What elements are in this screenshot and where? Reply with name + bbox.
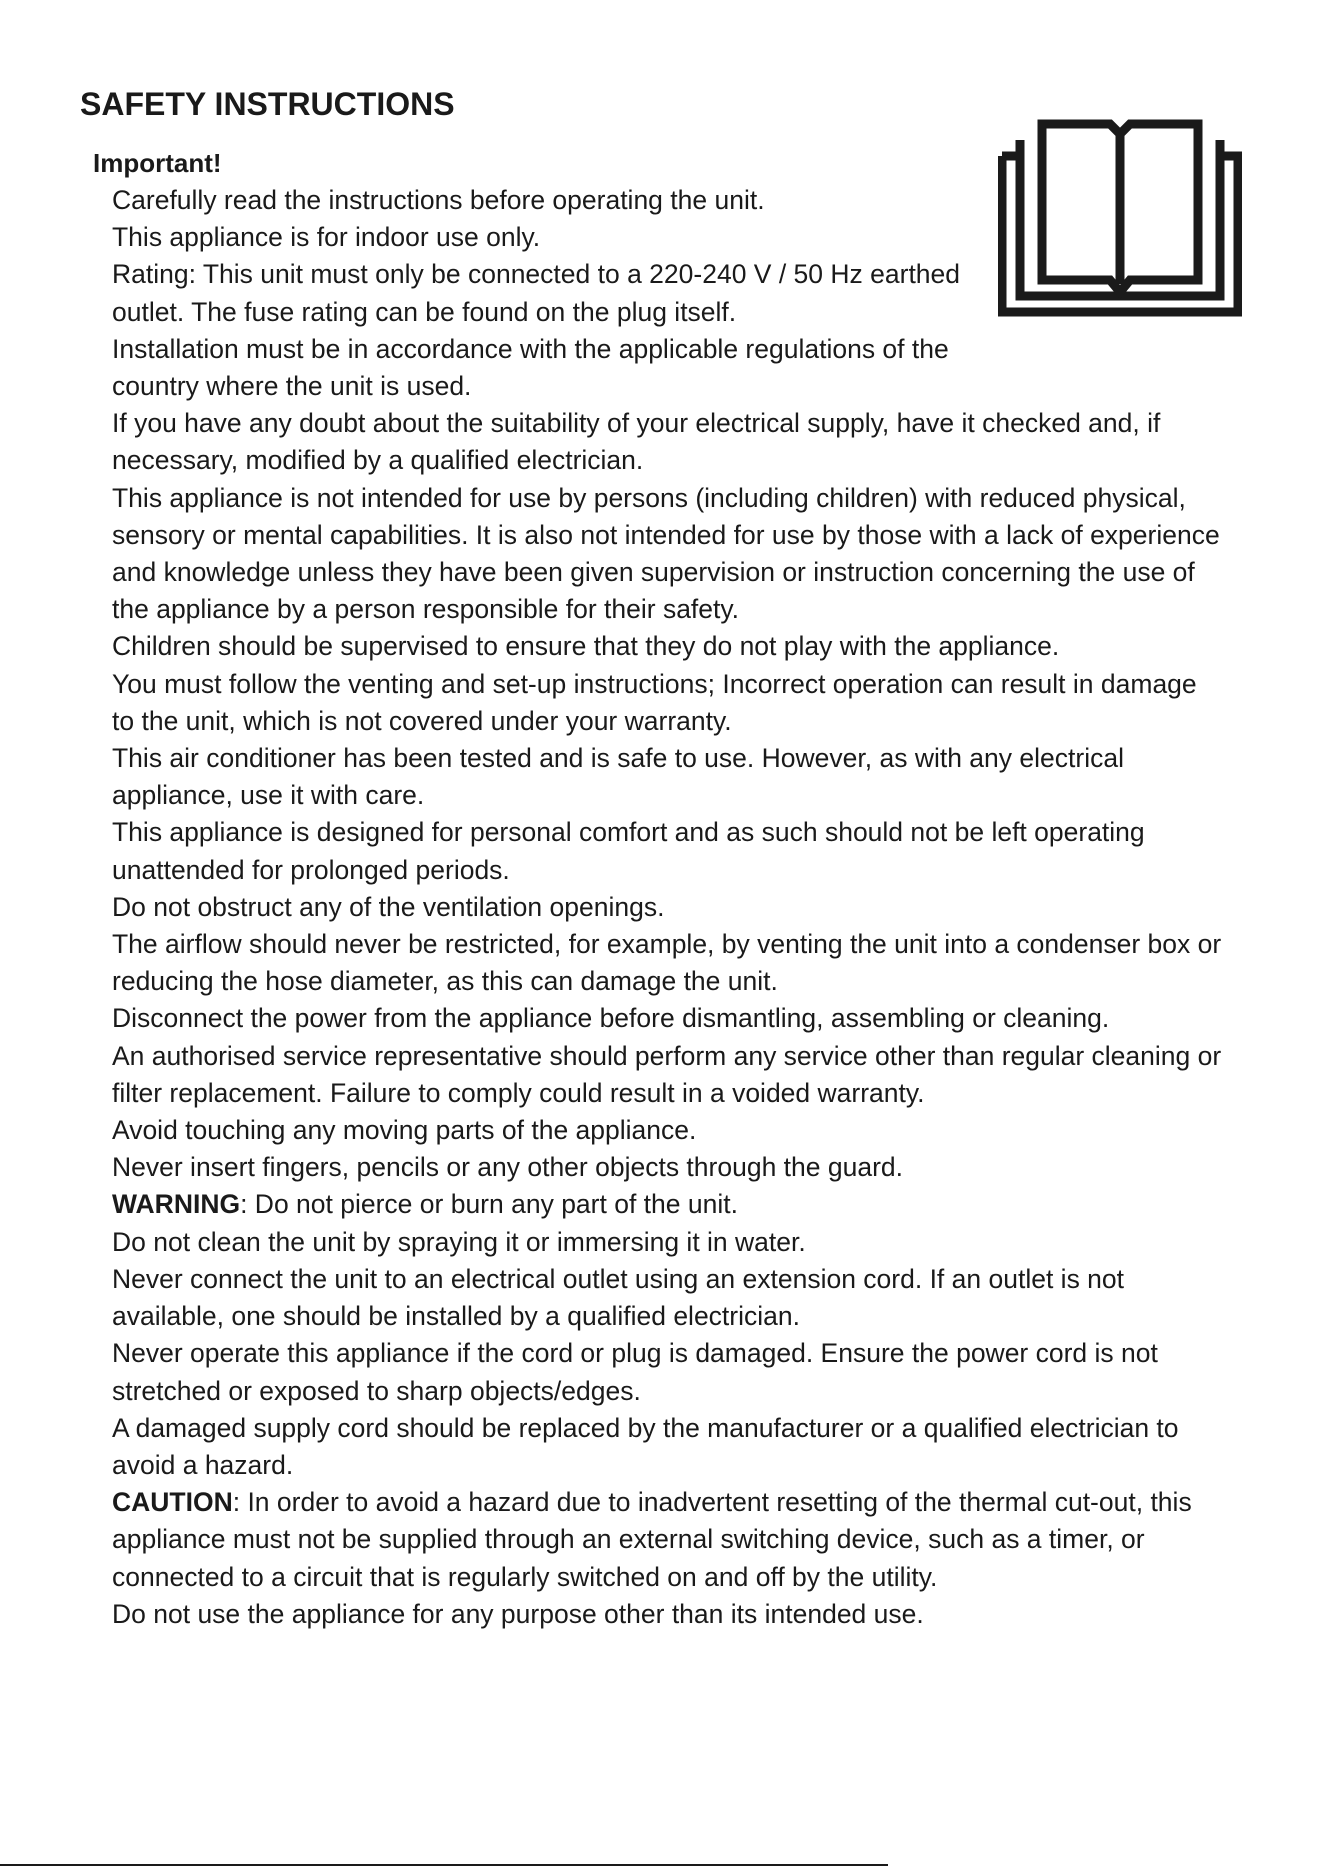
list-item: This appliance is not intended for use by persons (including children) with reduced physical, sensory or mental capabilities. It is also not intended for use by those with a lack of experience and knowledge unless they have been given supervision or instruction concerning the use of the appliance by a person responsible for their safety. [112, 482, 1220, 625]
list-item: This air conditioner has been tested and is safe to use. However, as with any electrical appliance, use it with care. [112, 743, 1124, 811]
list-item: Never insert fingers, pencils or any other objects through the guard. [112, 1152, 904, 1183]
list-item: If you have any doubt about the suitability of your electrical supply, have it checked and, if necessary, modified by a qualified electrician. [112, 408, 1161, 476]
list-item: Never operate this appliance if the cord or plug is damaged. Ensure the power cord is not stretched or exposed to sharp objects/edges. [112, 1338, 1158, 1406]
list-item: This appliance is designed for personal comfort and as such should not be left operating unattended for prolonged periods. [112, 817, 1145, 885]
list-item: Never connect the unit to an electrical outlet using an extension cord. If an outlet is not available, one should be installed by a qualified electrician. [112, 1263, 1125, 1332]
page-title: SAFETY INSTRUCTIONS [80, 86, 455, 122]
list-item: Avoid touching any moving parts of the appliance. [112, 1115, 697, 1146]
caution-label: CAUTION [112, 1487, 233, 1518]
list-item: An authorised service representative should perform any service other than regular cleaning or filter replacement. Failure to comply could result in a voided warranty. [112, 1040, 1222, 1108]
list-item: Do not clean the unit by spraying it or immersing it in water. [112, 1226, 806, 1257]
list-item: Rating: This unit must only be connected to a 220-240 V / 50 Hz earthed outlet. The fuse rating can be found on the plug itself. [112, 259, 961, 327]
list-item: You must follow the venting and set-up instructions; Incorrect operation can result in damage to the unit, which is not covered under your warranty. [112, 668, 1197, 736]
warning-item [112, 1186, 1222, 1223]
list-item: A damaged supply cord should be replaced by the manufacturer or a qualified electrician to avoid a hazard. [112, 1412, 1179, 1480]
list-item: The airflow should never be restricted, for example, by venting the unit into a condenser box or reducing the hose diameter, as this can damage the unit. [112, 929, 1222, 997]
list-item: Do not use the appliance for any purpose other than its intended use. [112, 1598, 924, 1629]
warning-text: : Do not pierce or burn any part of the unit. [240, 1189, 738, 1220]
safety-instruction-list [112, 182, 1222, 1633]
list-item: Installation must be in accordance with the applicable regulations of the country where the unit is used. [112, 333, 949, 402]
caution-text: : In order to avoid a hazard due to inadvertent resetting of the thermal cut-out, this appliance must not be supplied through an external switching device, such as a timer, or connected to a circuit that is regularly switched on and off by the utility. [112, 1487, 1192, 1592]
list-item: This appliance is for indoor use only. [112, 222, 541, 253]
list-item: Carefully read the instructions before operating the unit. [112, 185, 765, 215]
list-item: Disconnect the power from the appliance before dismantling, assembling or cleaning. [112, 1003, 1110, 1034]
warning-label: WARNING [112, 1189, 241, 1220]
footer-divider [0, 1864, 888, 1866]
caution-item [112, 1484, 1222, 1596]
important-label: Important! [93, 148, 222, 178]
list-item: Do not obstruct any of the ventilation openings. [112, 891, 665, 922]
list-item: Children should be supervised to ensure that they do not play with the appliance. [112, 631, 1060, 662]
